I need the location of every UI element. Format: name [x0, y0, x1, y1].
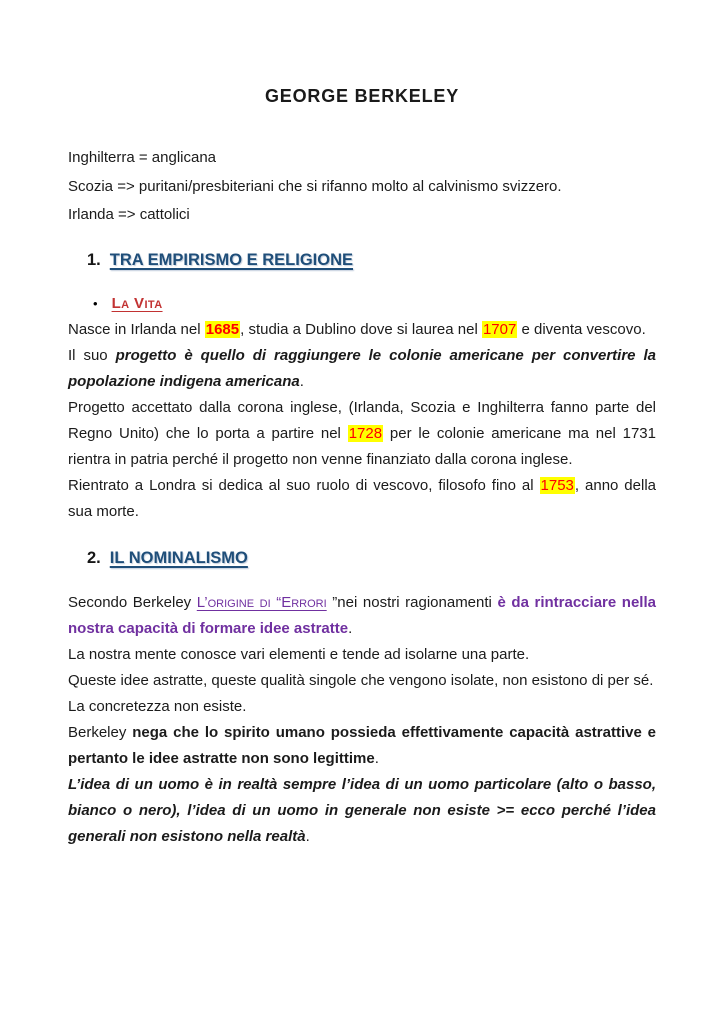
- text-segment: .: [305, 827, 310, 845]
- text-segment: .: [374, 749, 379, 767]
- paragraph-nascita: [68, 317, 656, 343]
- highlight-year-1728: 1728: [348, 424, 383, 442]
- section1-heading: [68, 248, 656, 272]
- paragraph-corona: [68, 395, 656, 473]
- highlight-year-1685: 1685: [205, 320, 240, 338]
- section1-number: 1.: [87, 250, 101, 269]
- emphasis-purple-astratte: è da rintracciare nella nostra capacità di formare idee astratte: [68, 593, 656, 637]
- emphasis-progetto: progetto è quello di raggiungere le colonie americane per convertire la popolazione indigena americana: [68, 346, 656, 390]
- text-segment: Rientrato a Londra si dedica al suo ruolo di vescovo, filosofo fino al: [68, 476, 540, 494]
- section1-body: [68, 317, 656, 525]
- text-segment: e diventa vescovo.: [517, 320, 646, 338]
- emphasis-idea-uomo: L’idea di un uomo è in realtà sempre l’idea di un uomo particolare (alto o basso, bianco o nero), l’idea di un uomo in generale non esiste >= ecco perché l’idea generali non esistono nella realtà: [68, 775, 656, 845]
- section1-title: TRA EMPIRISMO E RELIGIONE: [109, 250, 354, 269]
- highlight-year-1753: 1753: [540, 476, 574, 494]
- paragraph-idee-astratte: Queste idee astratte, queste qualità singole che vengono isolate, non esistono di per sé.: [68, 671, 654, 689]
- intro-line-irlanda: Irlanda => cattolici: [68, 206, 190, 223]
- paragraph-londra: [68, 473, 656, 525]
- origine-errori-link[interactable]: L’origine di “Errori: [196, 593, 327, 611]
- highlight-year-1707: 1707: [482, 320, 517, 338]
- paragraph-mente: La nostra mente conosce vari elementi e tende ad isolarne una parte.: [68, 645, 530, 663]
- paragraph-origine: [68, 590, 656, 642]
- la-vita-bullet-item: [68, 293, 656, 315]
- text-segment: Berkeley: [68, 723, 133, 741]
- text-segment: .: [299, 372, 304, 390]
- text-segment: Secondo Berkeley: [68, 593, 197, 611]
- intro-line-inghilterra: Inghilterra = anglicana: [68, 149, 217, 166]
- text-segment: per le colonie americane ma nel 1731 rientra in patria perché il progetto non venne finanziato dalla corona inglese.: [68, 424, 656, 468]
- emphasis-nega: nega che lo spirito umano possieda effettivamente capacità astrattive e pertanto le idee astratte non sono legittime: [68, 723, 657, 767]
- section2-body: [68, 590, 656, 850]
- section2-title: IL NOMINALISMO: [109, 548, 248, 567]
- section2-number: 2.: [87, 548, 101, 567]
- paragraph-idea-uomo: [68, 772, 656, 850]
- intro-block: [68, 144, 656, 230]
- text-segment: , studia a Dublino dove si laurea nel: [240, 320, 482, 338]
- paragraph-progetto: [68, 343, 656, 395]
- paragraph-concretezza: La concretezza non esiste.: [68, 697, 247, 715]
- paragraph-nega: [68, 720, 656, 772]
- text-segment: .: [348, 619, 353, 637]
- text-segment: Nasce in Irlanda nel: [68, 320, 205, 338]
- intro-line-scozia: Scozia => puritani/presbiteriani che si rifanno molto al calvinismo svizzero.: [68, 177, 562, 195]
- la-vita-label: La Vita: [111, 294, 163, 312]
- document-title: GEORGE BERKELEY: [264, 86, 460, 106]
- bullet-icon: •: [93, 295, 98, 311]
- text-segment: , anno della sua morte.: [68, 476, 656, 520]
- text-segment: ”nei nostri ragionamenti: [326, 593, 498, 611]
- text-segment: Progetto accettato dalla corona inglese, (Irlanda, Scozia e Inghilterra fanno parte del Regno Unito) che lo porta a partire nel: [68, 398, 656, 442]
- section2-heading: [68, 546, 656, 570]
- text-segment: Il suo: [68, 346, 116, 364]
